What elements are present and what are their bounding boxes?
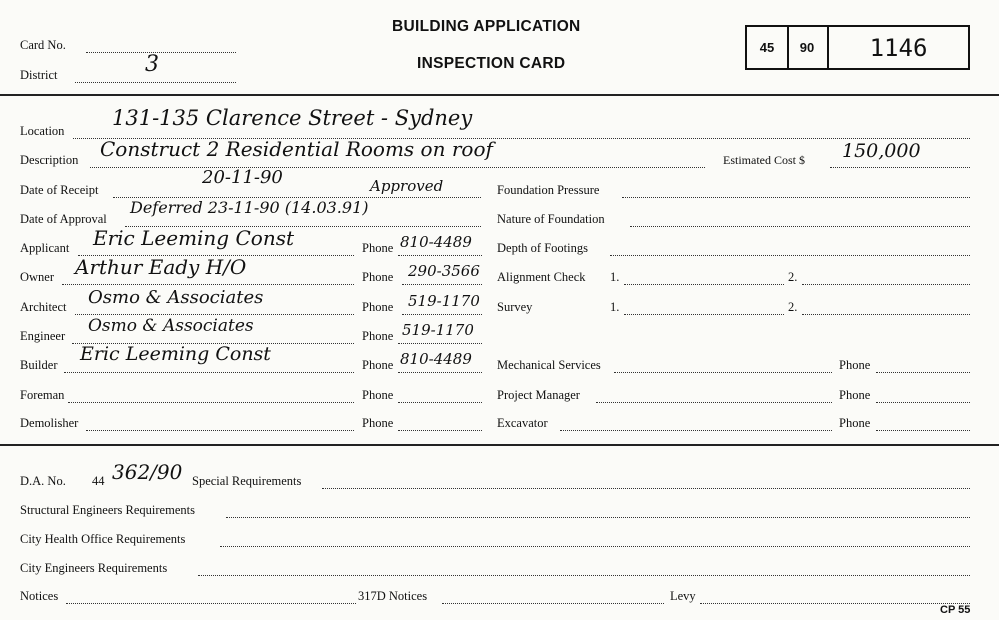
builder-phone-line xyxy=(398,372,482,373)
description-label: Description xyxy=(20,153,79,167)
engineer-phone: 519-1170 xyxy=(402,321,474,339)
architect-phone-label: Phone xyxy=(362,300,394,314)
owner-phone-line xyxy=(402,284,482,285)
card-number-box xyxy=(745,25,970,70)
engineer-value: Osmo & Associates xyxy=(88,316,254,336)
applicant-phone: 810-4489 xyxy=(400,233,472,251)
da-value: 362/90 xyxy=(112,460,183,484)
notices-line xyxy=(66,603,356,604)
city-engineers-line xyxy=(198,575,970,576)
card-number-cell1: 45 xyxy=(747,27,789,68)
owner-phone-label: Phone xyxy=(362,270,394,284)
owner-label: Owner xyxy=(20,270,55,284)
district-line xyxy=(75,82,236,83)
alignment-num1: 1. xyxy=(610,270,620,284)
card-no-label: Card No. xyxy=(20,38,66,52)
approval-value: Deferred 23-11-90 (14.03.91) xyxy=(130,198,369,217)
project-manager-phone-label: Phone xyxy=(839,388,871,402)
owner-phone: 290-3566 xyxy=(408,262,480,280)
excavator-phone-line xyxy=(876,430,970,431)
notices-317d-line xyxy=(442,603,664,604)
levy-label: Levy xyxy=(670,589,696,603)
approval-label: Date of Approval xyxy=(20,212,107,226)
notices-label: Notices xyxy=(20,589,59,603)
depth-footings-label: Depth of Footings xyxy=(497,241,588,255)
architect-value: Osmo & Associates xyxy=(88,287,264,308)
header-rule xyxy=(0,94,999,96)
mechanical-phone-label: Phone xyxy=(839,358,871,372)
health-line xyxy=(220,546,970,547)
project-manager-label: Project Manager xyxy=(497,388,580,402)
foreman-phone-label: Phone xyxy=(362,388,394,402)
excavator-line xyxy=(560,430,832,431)
engineer-label: Engineer xyxy=(20,329,66,343)
depth-footings-line xyxy=(610,255,970,256)
da-no-label: D.A. No. xyxy=(20,474,66,488)
foreman-phone-line xyxy=(398,402,482,403)
applicant-phone-label: Phone xyxy=(362,241,394,255)
form-code: CP 55 xyxy=(940,604,971,616)
estimated-cost-label: Estimated Cost $ xyxy=(723,153,805,167)
applicant-label: Applicant xyxy=(20,241,70,255)
survey-line2 xyxy=(802,314,970,315)
engineer-phone-label: Phone xyxy=(362,329,394,343)
nature-foundation-label: Nature of Foundation xyxy=(497,212,605,226)
description-value: Construct 2 Residential Rooms on roof xyxy=(100,137,493,161)
engineer-phone-line xyxy=(398,343,482,344)
district-value: 3 xyxy=(145,52,159,77)
card-number-cell2: 90 xyxy=(787,27,829,68)
foundation-pressure-line xyxy=(622,197,970,198)
architect-phone-line xyxy=(402,314,482,315)
levy-line xyxy=(700,603,970,604)
title-line2: INSPECTION CARD xyxy=(417,55,566,72)
demolisher-label: Demolisher xyxy=(20,416,79,430)
excavator-phone-label: Phone xyxy=(839,416,871,430)
owner-value: Arthur Eady H/O xyxy=(75,255,247,279)
alignment-check-label: Alignment Check xyxy=(497,270,586,284)
architect-phone: 519-1170 xyxy=(408,292,480,310)
estimated-cost-line xyxy=(830,167,970,168)
project-manager-line xyxy=(596,402,832,403)
owner-line xyxy=(62,284,354,285)
receipt-value: 20-11-90 xyxy=(202,167,283,188)
da-prefix: 44 xyxy=(92,474,105,488)
mechanical-label: Mechanical Services xyxy=(497,358,601,372)
estimated-cost-value: 150,000 xyxy=(842,140,921,162)
title-line1: BUILDING APPLICATION xyxy=(392,18,581,35)
alignment-num2: 2. xyxy=(788,270,798,284)
builder-label: Builder xyxy=(20,358,58,372)
survey-num1: 1. xyxy=(610,300,620,314)
builder-phone-label: Phone xyxy=(362,358,394,372)
receipt-label: Date of Receipt xyxy=(20,183,99,197)
project-manager-phone-line xyxy=(876,402,970,403)
excavator-label: Excavator xyxy=(497,416,548,430)
structural-label: Structural Engineers Requirements xyxy=(20,503,195,517)
notices-317d-label: 317D Notices xyxy=(358,589,428,603)
alignment-line2 xyxy=(802,284,970,285)
demolisher-phone-label: Phone xyxy=(362,416,394,430)
card-no-line xyxy=(86,52,236,53)
builder-line xyxy=(64,372,354,373)
location-label: Location xyxy=(20,124,65,138)
nature-foundation-line xyxy=(630,226,970,227)
description-line xyxy=(90,167,705,168)
demolisher-phone-line xyxy=(398,430,482,431)
foreman-line xyxy=(68,402,354,403)
card-number-main: 1146 xyxy=(869,33,928,62)
survey-num2: 2. xyxy=(788,300,798,314)
alignment-line1 xyxy=(624,284,784,285)
district-label: District xyxy=(20,68,58,82)
applicant-phone-line xyxy=(398,255,482,256)
demolisher-line xyxy=(86,430,354,431)
city-engineers-label: City Engineers Requirements xyxy=(20,561,168,575)
health-label: City Health Office Requirements xyxy=(20,532,186,546)
builder-phone: 810-4489 xyxy=(400,350,472,368)
structural-line xyxy=(226,517,970,518)
mechanical-line xyxy=(614,372,832,373)
survey-line1 xyxy=(624,314,784,315)
special-requirements-label: Special Requirements xyxy=(192,474,302,488)
architect-line xyxy=(75,314,354,315)
builder-value: Eric Leeming Const xyxy=(80,343,271,365)
location-value: 131-135 Clarence Street - Sydney xyxy=(112,106,473,130)
approved-note: Approved xyxy=(370,177,444,195)
mechanical-phone-line xyxy=(876,372,970,373)
foundation-pressure-label: Foundation Pressure xyxy=(497,183,600,197)
special-requirements-line xyxy=(322,488,970,489)
architect-label: Architect xyxy=(20,300,67,314)
middle-rule xyxy=(0,444,999,446)
foreman-label: Foreman xyxy=(20,388,65,402)
survey-label: Survey xyxy=(497,300,533,314)
applicant-value: Eric Leeming Const xyxy=(93,226,294,250)
